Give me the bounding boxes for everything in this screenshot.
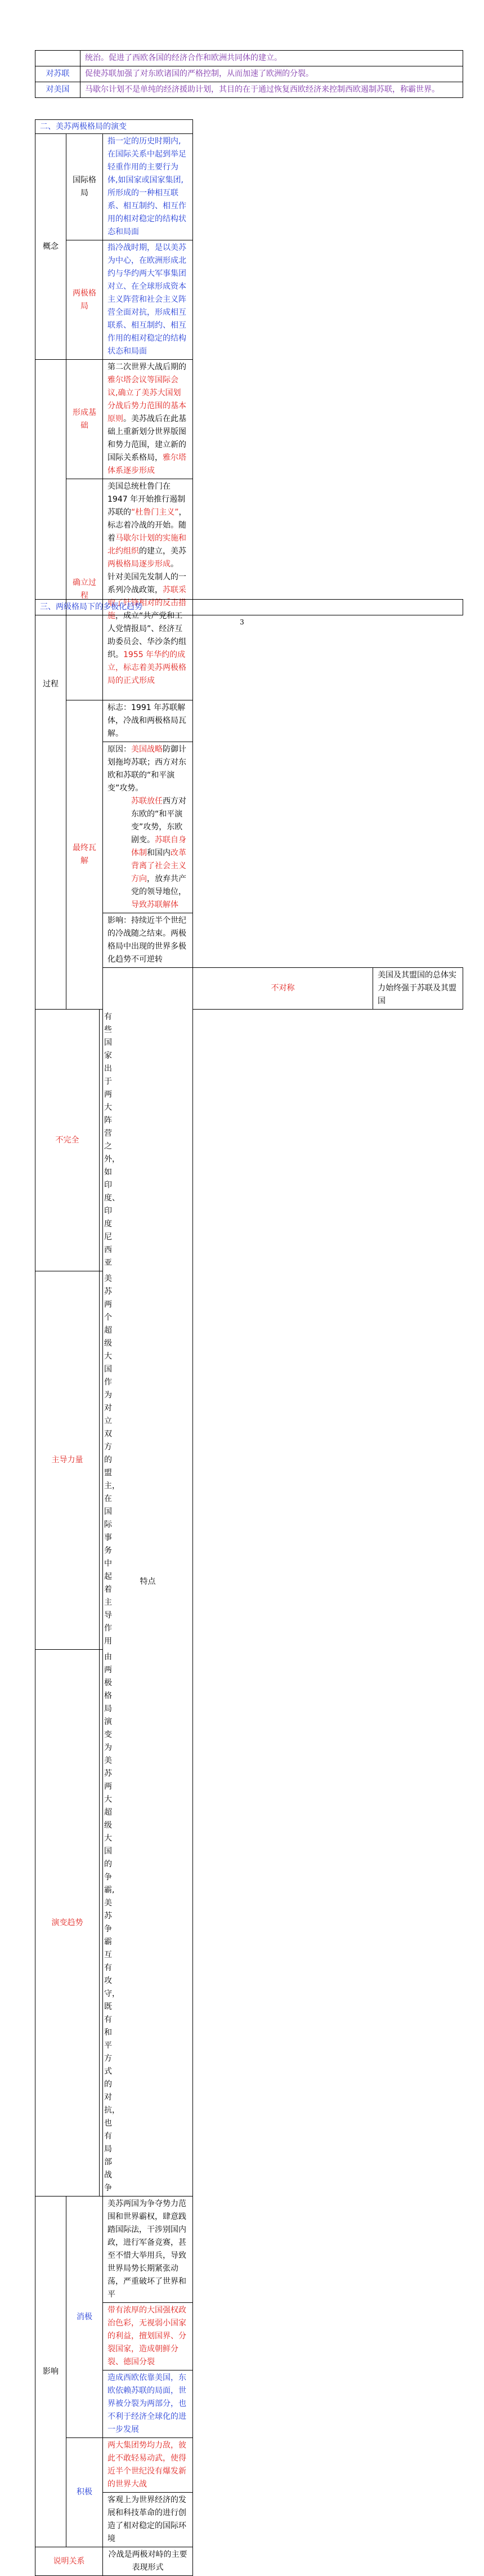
table-row [35, 479, 463, 700]
table-row [35, 2438, 463, 2493]
bipolar-label: 两极格局 [66, 240, 103, 360]
table-row [35, 2196, 463, 2303]
feature-text: 由两极格局演变为美苏两大超级大国的争霸, 美苏争霸互有攻守，既有和平方式的对抗，也有局部战争 [100, 1650, 103, 2196]
formation-label: 形成基础 [66, 360, 103, 479]
neg-text-3: 造成西欧依靠美国，东欧依赖苏联的局面，世界被分裂为两部分，也不利于经济全球化的进一步发展 [103, 2370, 193, 2438]
feature-text: 有些国家出于两大阵营之外，如印度、印度尼西亚 [100, 1010, 103, 1271]
end-sign: 标志：1991 年苏联解体，冷战和两极格局瓦解。 [103, 700, 193, 742]
establish-label: 确立过程 [66, 479, 103, 700]
positive-label: 积极 [66, 2438, 103, 2547]
row-label [35, 51, 80, 66]
feature-label: 演变趋势 [35, 1650, 100, 2196]
table-row [35, 1650, 463, 2196]
table-row [35, 1271, 463, 1650]
row-text: 马歇尔计划不是单纯的经济援助计划，其目的在于通过恢复西欧经济来控制西欧遏制苏联，称霸世界。 [80, 82, 463, 98]
end-effect: 影响：持续近半个世纪的冷战随之结束。两极格局中出现的世界多极化趋势不可逆转 [103, 913, 193, 968]
table-row [35, 1010, 463, 1271]
intl-label: 国际格局 [66, 134, 103, 240]
row-text: 统治。促进了西欧各国的经济合作和欧洲共同体的建立。 [80, 51, 463, 66]
impact-label: 影响 [35, 2196, 66, 2547]
row-label: 对苏联 [35, 66, 80, 82]
formation-text: 第二次世界大战后期的雅尔塔会议等国际会议,确立了美苏大国划分战后势力范围的基本原则。美苏战后在此基础上重新划分世界版图和势力范围，建立新的国际关系格局，雅尔塔体系逐步形成 [103, 360, 193, 479]
features-label: 特点 [103, 968, 193, 2196]
table-row [35, 51, 463, 66]
concept-label: 概念 [35, 134, 66, 360]
bipolar-structure-table [35, 119, 463, 2576]
section-title: 三、两级格局下的多极化趋势 [35, 600, 463, 615]
neg-text-1: 美苏两国为争夺势力范围和世界霸权，肆意践踏国际法，干涉别国内政，进行军备竞赛，甚至不惜大举用兵，导致世界局势长期紧张动荡，严重破坏了世界和平 [103, 2196, 193, 2303]
pos-text-2: 客观上为世界经济的发展和科技革命的进行创造了相对稳定的国际环境 [103, 2493, 193, 2547]
table-row [35, 240, 463, 360]
intl-text: 指一定的历史时期内,在国际关系中起到举足轻重作用的主要行为体,如国家或国家集团,所形成的一种相互联系、相互制约、相互作用的相对稳定的结构状态和局面 [103, 134, 193, 240]
section-title-row [35, 600, 463, 615]
process-label: 过程 [35, 360, 66, 1010]
negative-label: 消极 [66, 2196, 103, 2438]
page-number: 3 [240, 618, 244, 626]
bipolar-text: 指冷战时期，是以美苏为中心，在欧洲形成北约与华约两大军事集团对立、在全球形成资本主义阵营和社会主义阵营全面对抗，形成相互联系、相互制约、相互作用的相对稳定的结构状态和局面 [103, 240, 193, 360]
neg-text-2: 带有浓厚的大国强权政治色彩，无视弱小国家的利益，擅划国界、分裂国家，造成朝鲜分裂、德国分裂 [103, 2303, 193, 2370]
pos-text-1: 两大集团势均力敌，彼此不敢轻易动武，使得近半个世纪没有爆发新的世界大战 [103, 2438, 193, 2493]
relation-text: 冷战是两极对峙的主要表现形式 [103, 2547, 193, 2576]
table-row [35, 82, 463, 98]
table-row [35, 2547, 463, 2576]
marshall-plan-table [35, 50, 463, 98]
feature-text: 美苏两个超级大国作为对立双方的盟主，在国际事务中起着主导作用 [100, 1271, 103, 1650]
row-label: 对美国 [35, 82, 80, 98]
establish-text: 美国总统杜鲁门在 1947 年开始推行遏制苏联的“杜鲁门主义”，标志着冷战的开始。随着马歇尔计划的实施和北约组织的建立，美苏两极格局逐步形成。 针对美国先发制人的一系列冷战政策，苏联采取了针锋相对的反击措施，成立“共产党和工人党情报局”、经济互助委员会、华沙条约组织。1955 年华约的成立，标志着美苏两极格局的正式形成 [103, 479, 193, 700]
section-title-row [35, 120, 463, 134]
end-label: 最终瓦解 [66, 700, 103, 1010]
table-row [35, 700, 463, 742]
feature-text: 美国及其盟国的总体实力始终强于苏联及其盟国 [373, 968, 463, 1010]
feature-label: 不对称 [193, 968, 373, 1010]
section-title: 二、美苏两极格局的演变 [35, 120, 193, 134]
feature-label: 主导力量 [35, 1271, 100, 1650]
end-reason: 原因：美国战略防御计划拖垮苏联；西方对东欧和苏联的“和平演变”攻势。 苏联放任西方对东欧的“和平演变”攻势，东欧剧变。苏联自身体制和国内改革背离了社会主义方向，放弃共产党的领导地位，导致苏联解体 [103, 742, 193, 913]
table-row [35, 66, 463, 82]
multipolar-table [35, 599, 463, 615]
row-text: 促使苏联加强了对东欧诸国的严格控制，从而加速了欧洲的分裂。 [80, 66, 463, 82]
table-row [35, 134, 463, 240]
table-row [35, 360, 463, 479]
feature-label: 不完全 [35, 1010, 100, 1271]
relation-label: 说明关系 [35, 2547, 103, 2576]
